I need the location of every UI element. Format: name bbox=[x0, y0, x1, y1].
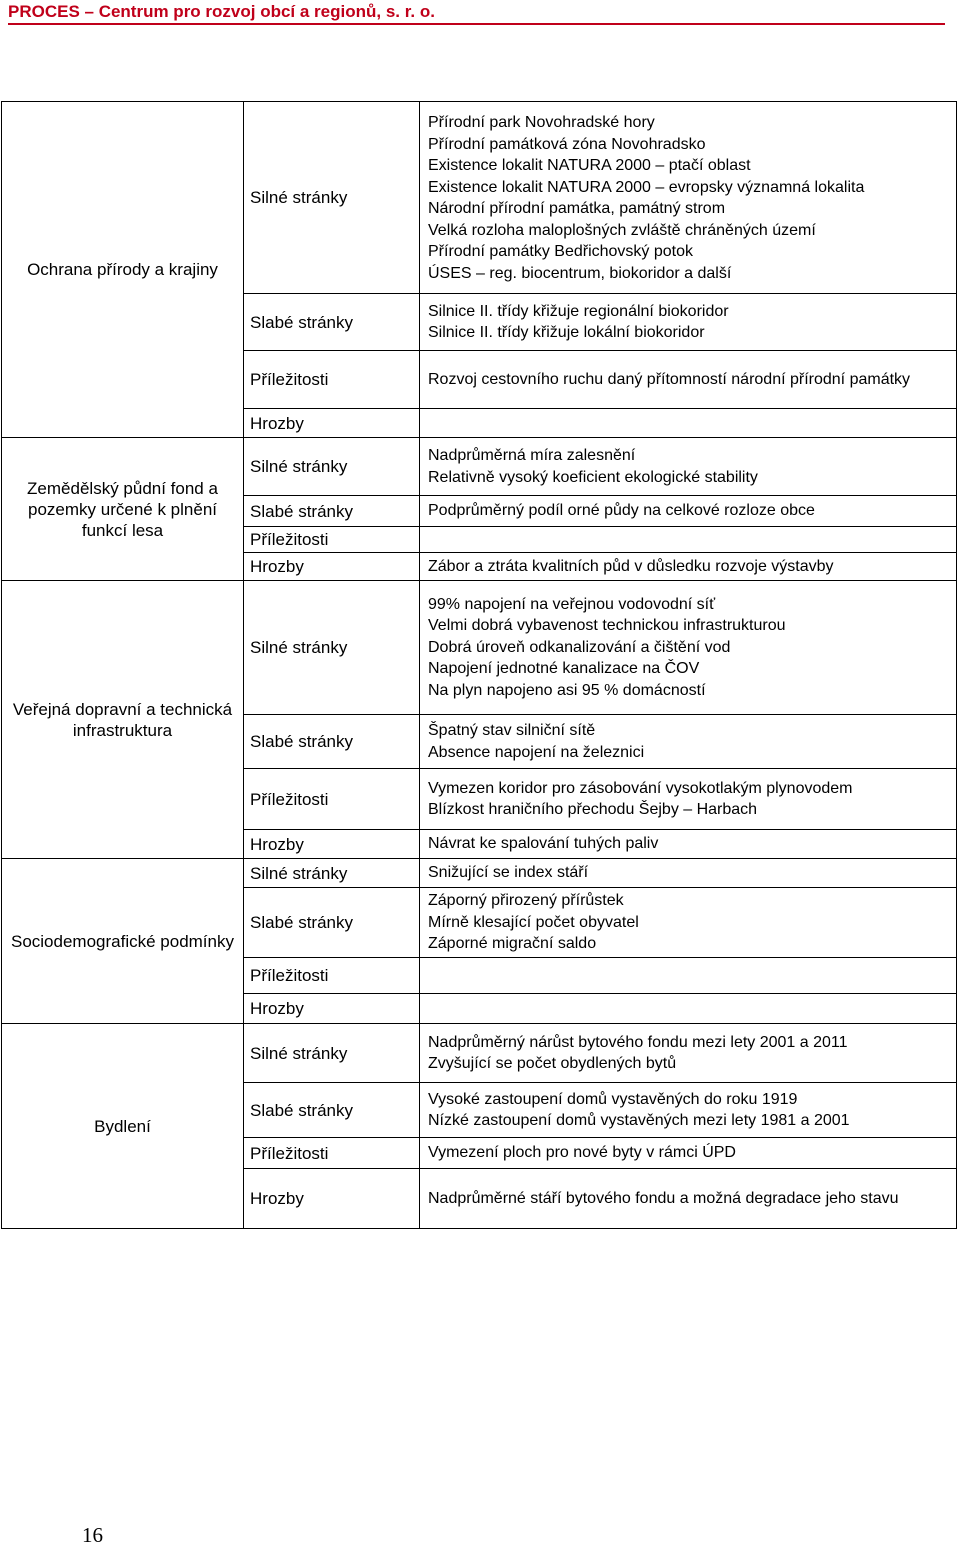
swot-item: Absence napojení na železnici bbox=[428, 743, 645, 761]
swot-item: Dobrá úroveň odkanalizování a čištění vod bbox=[428, 638, 731, 656]
swot-item: Silnice II. třídy křižuje lokální biokoridor bbox=[428, 324, 705, 341]
swot-content-cell bbox=[419, 714, 957, 769]
swot-item: Přírodní park Novohradské hory bbox=[428, 114, 655, 131]
swot-item: Nadprůměrný nárůst bytového fondu mezi lety 2001 a 2011 bbox=[428, 1033, 848, 1051]
swot-content-cell bbox=[419, 1168, 957, 1229]
swot-item: Vymezen koridor pro zásobování vysokotlakým plynovodem bbox=[428, 779, 853, 797]
swot-label-cell: Hrozby bbox=[243, 993, 420, 1024]
swot-item: Nadprůměrné stáří bytového fondu a možná degradace jeho stavu bbox=[428, 1189, 899, 1207]
category-cell: Zemědělský půdní fond a pozemky určené k plnění funkcí lesa bbox=[1, 437, 244, 581]
document-header-title: PROCES – Centrum pro rozvoj obcí a regionů, s. r. o. bbox=[8, 1, 945, 25]
swot-item: Záporné migrační saldo bbox=[428, 935, 597, 953]
swot-label-cell: Příležitosti bbox=[243, 768, 420, 830]
swot-content-cell bbox=[419, 1023, 957, 1083]
swot-content-cell bbox=[419, 768, 957, 830]
swot-label-cell: Hrozby bbox=[243, 408, 420, 438]
swot-label-cell: Hrozby bbox=[243, 1168, 420, 1229]
swot-item: Velmi dobrá vybavenost technickou infrastrukturou bbox=[428, 617, 786, 635]
swot-item: 99% napojení na veřejnou vodovodní síť bbox=[428, 595, 716, 613]
swot-label-cell: Silné stránky bbox=[243, 437, 420, 496]
swot-item: Snižující se index stáří bbox=[428, 864, 589, 882]
category-cell: Ochrana přírody a krajiny bbox=[1, 101, 244, 438]
category-cell: Sociodemografické podmínky bbox=[1, 858, 244, 1024]
swot-label-cell: Slabé stránky bbox=[243, 1082, 420, 1138]
swot-content-cell bbox=[419, 495, 957, 527]
swot-content-cell bbox=[419, 829, 957, 859]
swot-label-cell: Silné stránky bbox=[243, 580, 420, 715]
swot-label-cell: Příležitosti bbox=[243, 957, 420, 994]
swot-item: Blízkost hraničního přechodu Šejby – Harbach bbox=[428, 801, 758, 818]
swot-content-cell bbox=[419, 350, 957, 409]
swot-item: Existence lokalit NATURA 2000 – ptačí oblast bbox=[428, 157, 751, 174]
swot-label-cell: Příležitosti bbox=[243, 526, 420, 553]
swot-label-cell: Slabé stránky bbox=[243, 714, 420, 769]
category-cell: Veřejná dopravní a technická infrastruktura bbox=[1, 580, 244, 859]
swot-label-cell: Příležitosti bbox=[243, 1137, 420, 1169]
swot-table bbox=[1, 101, 957, 1228]
swot-content-cell bbox=[419, 552, 957, 581]
swot-content-cell bbox=[419, 1082, 957, 1138]
swot-content-cell bbox=[419, 993, 957, 1024]
swot-item: Velká rozloha maloplošných zvláště chráněných území bbox=[428, 221, 816, 239]
swot-content-cell bbox=[419, 957, 957, 994]
swot-label-cell: Příležitosti bbox=[243, 350, 420, 409]
swot-label-cell: Silné stránky bbox=[243, 858, 420, 888]
swot-item: Zábor a ztráta kvalitních půd v důsledku rozvoje výstavby bbox=[428, 557, 834, 575]
swot-content-cell bbox=[419, 858, 957, 888]
swot-content-cell bbox=[419, 101, 957, 294]
swot-item: Relativně vysoký koeficient ekologické stability bbox=[428, 468, 758, 486]
swot-content-cell bbox=[419, 1137, 957, 1169]
swot-label-cell: Slabé stránky bbox=[243, 293, 420, 351]
swot-content-cell bbox=[419, 526, 957, 553]
swot-item: Mírně klesající počet obyvatel bbox=[428, 913, 639, 931]
swot-label-cell: Slabé stránky bbox=[243, 495, 420, 527]
swot-item: Špatný stav silniční sítě bbox=[428, 722, 596, 739]
swot-item: Zvyšující se počet obydlených bytů bbox=[428, 1055, 677, 1072]
swot-item: Vysoké zastoupení domů vystavěných do roku 1919 bbox=[428, 1090, 798, 1108]
swot-item: Rozvoj cestovního ruchu daný přítomností národní přírodní památky bbox=[428, 370, 911, 388]
swot-content-cell bbox=[419, 293, 957, 351]
swot-item: Návrat ke spalování tuhých paliv bbox=[428, 835, 659, 853]
swot-content-cell bbox=[419, 408, 957, 438]
swot-item: ÚSES – reg. biocentrum, biokoridor a další bbox=[428, 264, 732, 282]
swot-label-cell: Silné stránky bbox=[243, 1023, 420, 1083]
swot-item: Nízké zastoupení domů vystavěných mezi lety 1981 a 2001 bbox=[428, 1112, 850, 1129]
swot-item: Nadprůměrná míra zalesnění bbox=[428, 447, 636, 464]
swot-content-cell bbox=[419, 887, 957, 958]
swot-label-cell: Hrozby bbox=[243, 829, 420, 859]
swot-content-cell bbox=[419, 580, 957, 715]
category-cell: Bydlení bbox=[1, 1023, 244, 1229]
swot-label-cell: Silné stránky bbox=[243, 101, 420, 294]
swot-item: Záporný přirozený přírůstek bbox=[428, 892, 624, 910]
swot-item: Přírodní památky Bedřichovský potok bbox=[428, 243, 694, 260]
swot-item: Existence lokalit NATURA 2000 – evropsky významná lokalita bbox=[428, 178, 865, 196]
swot-item: Vymezení ploch pro nové byty v rámci ÚPD bbox=[428, 1144, 736, 1162]
swot-label-cell: Hrozby bbox=[243, 552, 420, 581]
swot-item: Silnice II. třídy křižuje regionální biokoridor bbox=[428, 302, 729, 320]
swot-item: Přírodní památková zóna Novohradsko bbox=[428, 135, 706, 153]
swot-label-cell: Slabé stránky bbox=[243, 887, 420, 958]
swot-content-cell bbox=[419, 437, 957, 496]
swot-item: Na plyn napojeno asi 95 % domácností bbox=[428, 681, 706, 699]
page-number: 16 bbox=[82, 1523, 103, 1547]
swot-item: Národní přírodní památka, památný strom bbox=[428, 200, 726, 217]
swot-item: Napojení jednotné kanalizace na ČOV bbox=[428, 660, 700, 678]
swot-item: Podprůměrný podíl orné půdy na celkové rozloze obce bbox=[428, 502, 815, 520]
